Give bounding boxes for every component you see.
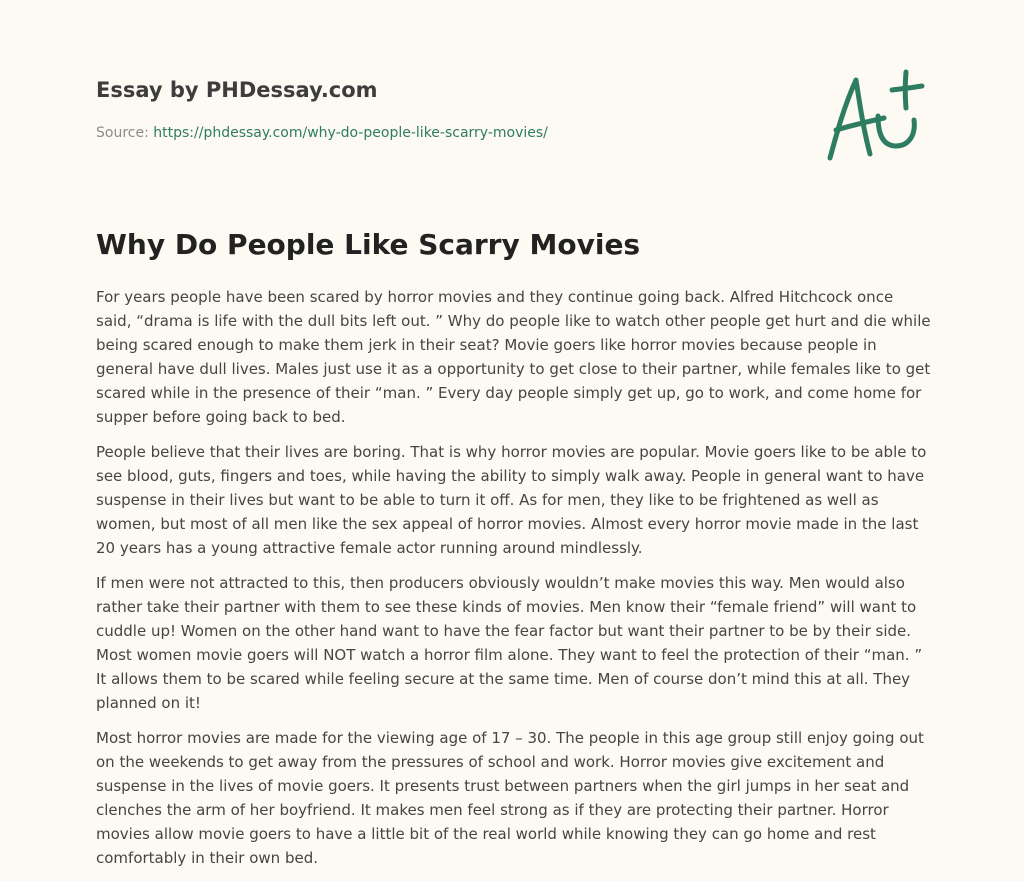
- essay-paragraph: For years people have been scared by horror movies and they continue going back. Alfred Hitchcock once said, “drama is life with the dull bits left out. ” Why do people like to watch other people get hurt and die while being scared enough to make them jerk in their seat? Movie goers like horror movies because people in general have dull lives. Males just use it as a opportunity to get close to their partner, while females like to get scared while in the presence of their “man. ” Every day people simply get up, go to work, and come home for supper before going back to bed.: [96, 288, 931, 426]
- essay-paragraph: People believe that their lives are boring. That is why horror movies are popular. Movie goers like to be able to see blood, guts, fingers and toes, while having the ability to simply walk away. People in general want to have suspense in their lives but want to be able to turn it off. As for men, they like to be frightened as well as women, but most of all men like the sex appeal of horror movies. Almost every horror movie made in the last 20 years has a young attractive female actor running around mindlessly.: [96, 443, 927, 557]
- essay-paragraph: Most horror movies are made for the viewing age of 17 – 30. The people in this age group still enjoy going out on the weekends to get away from the pressures of school and work. Horror movies give excitement and suspense in the lives of movie goers. It presents trust between partners when the girl jumps in her seat and clenches the arm of her boyfriend. It makes men feel strong as if they are protecting their partner. Horror movies allow movie goers to have a little bit of the real world while knowing they can go home and rest comfortably in their own bed.: [96, 729, 924, 867]
- essay-paragraph: If men were not attracted to this, then producers obviously wouldn’t make movies this way. Men would also rather take their partner with them to see these kinds of movies. Men know their “female friend” will want to cuddle up! Women on the other hand want to have the fear factor but want their partner to be by their side. Most women movie goers will NOT watch a horror film alone. They want to feel the protection of their “man. ” It allows them to be scared while feeling secure at the same time. Men of course don’t mind this at all. They planned on it!: [96, 574, 923, 712]
- source-line: [96, 124, 796, 142]
- brand-title: Essay by PHDessay.com: [96, 78, 378, 102]
- essay-title: Why Do People Like Scarry Movies: [96, 228, 641, 261]
- essay-body: [96, 285, 932, 881]
- source-link[interactable]: https://phdessay.com/why-do-people-like-scarry-movies/: [153, 125, 548, 141]
- source-label: Source:: [96, 125, 149, 141]
- a-plus-logo-icon: [822, 66, 928, 166]
- header: [96, 76, 796, 142]
